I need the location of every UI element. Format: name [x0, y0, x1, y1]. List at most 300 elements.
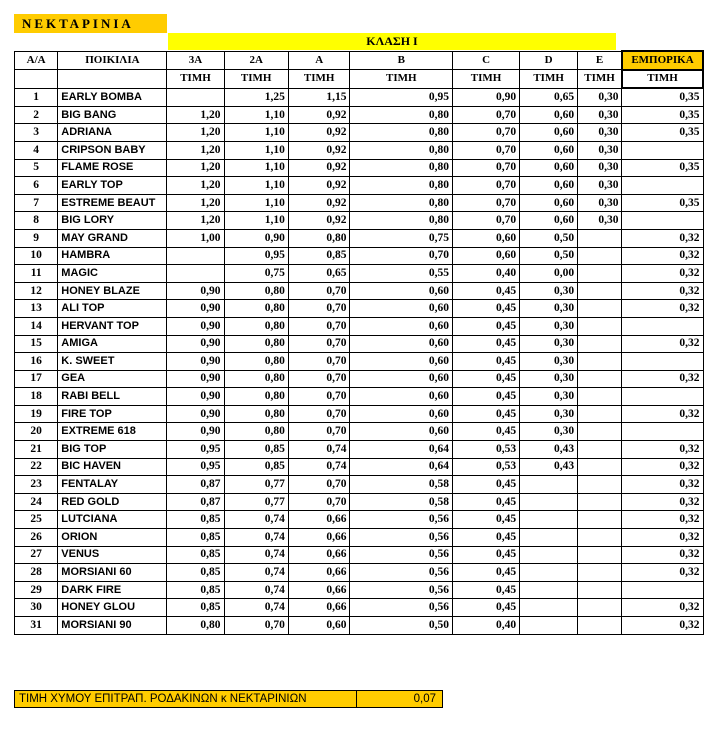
variety-name: HONEY BLAZE — [58, 282, 167, 300]
commercial-price-cell: 0,32 — [622, 441, 703, 459]
commercial-price-cell: 0,32 — [622, 229, 703, 247]
price-cell: 0,90 — [167, 282, 224, 300]
col-header-aa: Α/Α — [15, 51, 58, 70]
price-cell: 1,20 — [167, 194, 224, 212]
variety-name: ALI TOP — [58, 300, 167, 318]
variety-name: BIG LORY — [58, 212, 167, 230]
price-cell: 0,30 — [578, 124, 622, 142]
variety-name: CRIPSON BABY — [58, 141, 167, 159]
row-number: 7 — [15, 194, 58, 212]
price-cell — [578, 476, 622, 494]
price-cell — [520, 581, 578, 599]
row-number: 21 — [15, 441, 58, 459]
price-cell: 1,10 — [224, 194, 288, 212]
price-cell: 0,95 — [224, 247, 288, 265]
price-cell: 0,87 — [167, 476, 224, 494]
price-cell: 0,43 — [520, 441, 578, 459]
price-cell: 0,85 — [167, 564, 224, 582]
row-number: 10 — [15, 247, 58, 265]
price-cell: 0,70 — [288, 405, 350, 423]
price-cell: 0,66 — [288, 529, 350, 547]
row-number: 2 — [15, 106, 58, 124]
price-cell: 0,70 — [288, 300, 350, 318]
price-cell: 0,74 — [288, 458, 350, 476]
price-cell — [167, 247, 224, 265]
variety-name: ORION — [58, 529, 167, 547]
commercial-price-cell — [622, 423, 703, 441]
variety-name: EARLY BOMBA — [58, 88, 167, 106]
price-cell: 0,66 — [288, 564, 350, 582]
price-cell: 0,80 — [350, 177, 453, 195]
commercial-price-cell: 0,32 — [622, 511, 703, 529]
price-cell — [520, 529, 578, 547]
variety-name: HERVANT TOP — [58, 317, 167, 335]
price-cell: 0,80 — [167, 617, 224, 635]
price-cell: 0,60 — [350, 388, 453, 406]
price-cell: 0,90 — [453, 88, 520, 106]
price-cell: 0,70 — [288, 353, 350, 371]
commercial-price-cell: 0,32 — [622, 405, 703, 423]
price-cell: 0,90 — [167, 353, 224, 371]
price-cell: 0,90 — [224, 229, 288, 247]
price-cell: 0,80 — [224, 353, 288, 371]
price-cell: 0,30 — [578, 212, 622, 230]
price-cell: 0,75 — [224, 265, 288, 283]
price-cell: 0,85 — [167, 546, 224, 564]
price-cell: 0,60 — [288, 617, 350, 635]
price-cell: 0,45 — [453, 300, 520, 318]
variety-name: VENUS — [58, 546, 167, 564]
price-cell: 0,30 — [520, 300, 578, 318]
price-cell: 1,15 — [288, 88, 350, 106]
price-cell: 0,60 — [520, 194, 578, 212]
price-cell: 0,74 — [224, 599, 288, 617]
price-cell: 0,80 — [224, 370, 288, 388]
table-row — [15, 423, 704, 441]
price-cell: 0,70 — [350, 247, 453, 265]
price-cell — [578, 546, 622, 564]
sub-header-price: ΤΙΜΗ — [167, 70, 224, 89]
price-cell: 0,70 — [288, 370, 350, 388]
price-cell: 0,45 — [453, 476, 520, 494]
price-cell: 1,10 — [224, 212, 288, 230]
price-cell: 1,20 — [167, 177, 224, 195]
price-cell: 0,58 — [350, 476, 453, 494]
price-cell — [578, 229, 622, 247]
col-header-a: Α — [288, 51, 350, 70]
sub-header-empty — [58, 70, 167, 89]
price-table — [14, 50, 704, 635]
price-cell: 0,53 — [453, 458, 520, 476]
table-row — [15, 229, 704, 247]
price-cell: 0,60 — [453, 229, 520, 247]
commercial-price-cell: 0,32 — [622, 529, 703, 547]
row-number: 25 — [15, 511, 58, 529]
price-cell: 0,43 — [520, 458, 578, 476]
price-cell: 0,92 — [288, 106, 350, 124]
price-cell: 0,60 — [350, 317, 453, 335]
row-number: 27 — [15, 546, 58, 564]
variety-name: MORSIANI 90 — [58, 617, 167, 635]
price-cell: 0,45 — [453, 546, 520, 564]
price-cell: 0,80 — [350, 124, 453, 142]
price-cell: 0,66 — [288, 546, 350, 564]
table-row — [15, 441, 704, 459]
row-number: 8 — [15, 212, 58, 230]
price-cell: 0,64 — [350, 441, 453, 459]
price-cell: 0,30 — [578, 194, 622, 212]
price-cell: 1,10 — [224, 106, 288, 124]
price-cell — [520, 546, 578, 564]
price-cell: 0,60 — [350, 282, 453, 300]
table-row — [15, 511, 704, 529]
row-number: 4 — [15, 141, 58, 159]
price-cell: 0,40 — [453, 265, 520, 283]
price-cell: 0,30 — [520, 405, 578, 423]
table-row — [15, 476, 704, 494]
row-number: 29 — [15, 581, 58, 599]
variety-name: ADRIANA — [58, 124, 167, 142]
price-cell: 0,80 — [350, 194, 453, 212]
price-cell: 0,75 — [350, 229, 453, 247]
variety-name: MAY GRAND — [58, 229, 167, 247]
table-row — [15, 265, 704, 283]
price-cell: 0,60 — [520, 159, 578, 177]
juice-price-box — [14, 690, 443, 708]
commercial-price-cell: 0,32 — [622, 493, 703, 511]
price-cell: 0,70 — [453, 106, 520, 124]
table-row — [15, 529, 704, 547]
price-cell: 1,25 — [224, 88, 288, 106]
price-cell: 0,56 — [350, 581, 453, 599]
price-cell: 0,60 — [520, 141, 578, 159]
price-cell — [578, 511, 622, 529]
commercial-price-cell: 0,32 — [622, 599, 703, 617]
price-cell: 0,45 — [453, 405, 520, 423]
price-cell: 0,85 — [288, 247, 350, 265]
price-cell: 0,74 — [224, 529, 288, 547]
commercial-price-cell — [622, 353, 703, 371]
price-cell: 0,70 — [288, 388, 350, 406]
col-header-2a: 2Α — [224, 51, 288, 70]
commercial-price-cell: 0,35 — [622, 194, 703, 212]
row-number: 19 — [15, 405, 58, 423]
row-number: 1 — [15, 88, 58, 106]
price-cell — [520, 476, 578, 494]
price-cell: 0,90 — [167, 300, 224, 318]
row-number: 11 — [15, 265, 58, 283]
price-cell: 0,77 — [224, 476, 288, 494]
price-cell: 0,70 — [288, 476, 350, 494]
price-cell: 0,66 — [288, 581, 350, 599]
table-row — [15, 317, 704, 335]
price-cell: 0,45 — [453, 529, 520, 547]
price-cell: 0,45 — [453, 388, 520, 406]
price-cell: 0,60 — [520, 177, 578, 195]
price-cell — [578, 423, 622, 441]
price-cell: 0,70 — [224, 617, 288, 635]
price-cell: 0,85 — [167, 599, 224, 617]
header-row-1 — [15, 51, 704, 70]
price-cell: 0,45 — [453, 511, 520, 529]
price-cell: 0,95 — [350, 88, 453, 106]
price-cell — [578, 529, 622, 547]
price-cell: 0,30 — [578, 141, 622, 159]
price-cell: 0,56 — [350, 564, 453, 582]
price-cell: 0,70 — [288, 423, 350, 441]
row-number: 20 — [15, 423, 58, 441]
sub-header-price: ΤΙΜΗ — [224, 70, 288, 89]
price-cell: 0,45 — [453, 564, 520, 582]
price-cell: 0,70 — [453, 159, 520, 177]
price-cell: 0,45 — [453, 581, 520, 599]
price-cell: 1,00 — [167, 229, 224, 247]
price-cell: 0,65 — [288, 265, 350, 283]
price-cell — [578, 282, 622, 300]
price-cell: 0,74 — [224, 581, 288, 599]
variety-name: K. SWEET — [58, 353, 167, 371]
sub-header-price: ΤΙΜΗ — [520, 70, 578, 89]
price-cell: 0,53 — [453, 441, 520, 459]
variety-name: RED GOLD — [58, 493, 167, 511]
price-cell: 0,45 — [453, 317, 520, 335]
price-cell — [578, 300, 622, 318]
price-cell: 0,70 — [453, 212, 520, 230]
price-cell: 0,56 — [350, 599, 453, 617]
col-header-commercial: ΕΜΠΟΡΙΚΑ — [622, 51, 703, 70]
commercial-price-cell: 0,32 — [622, 617, 703, 635]
price-cell: 0,90 — [167, 405, 224, 423]
price-cell: 0,92 — [288, 194, 350, 212]
price-cell — [578, 599, 622, 617]
variety-name: LUTCIANA — [58, 511, 167, 529]
price-cell: 0,64 — [350, 458, 453, 476]
price-cell: 0,66 — [288, 511, 350, 529]
price-cell — [578, 353, 622, 371]
price-cell: 0,30 — [578, 88, 622, 106]
commercial-price-cell: 0,32 — [622, 370, 703, 388]
row-number: 23 — [15, 476, 58, 494]
price-cell: 0,30 — [520, 370, 578, 388]
price-cell: 1,20 — [167, 141, 224, 159]
col-header-variety: ΠΟΙΚΙΛΙΑ — [58, 51, 167, 70]
table-row — [15, 177, 704, 195]
variety-name: MAGIC — [58, 265, 167, 283]
price-cell: 0,80 — [224, 282, 288, 300]
price-cell — [578, 247, 622, 265]
price-cell: 0,70 — [288, 317, 350, 335]
table-row — [15, 599, 704, 617]
commercial-price-cell: 0,32 — [622, 546, 703, 564]
table-row — [15, 282, 704, 300]
variety-name: DARK FIRE — [58, 581, 167, 599]
price-cell: 0,85 — [224, 441, 288, 459]
price-cell: 0,80 — [224, 423, 288, 441]
variety-name: EXTREME 618 — [58, 423, 167, 441]
price-cell — [578, 335, 622, 353]
price-cell: 0,92 — [288, 141, 350, 159]
table-row — [15, 405, 704, 423]
price-cell — [578, 581, 622, 599]
price-cell — [520, 599, 578, 617]
commercial-price-cell — [622, 388, 703, 406]
price-cell: 0,60 — [350, 335, 453, 353]
row-number: 18 — [15, 388, 58, 406]
price-cell: 0,85 — [167, 529, 224, 547]
table-row — [15, 159, 704, 177]
price-cell: 0,00 — [520, 265, 578, 283]
price-cell: 0,60 — [350, 370, 453, 388]
price-cell: 0,90 — [167, 335, 224, 353]
price-cell: 0,60 — [350, 405, 453, 423]
price-cell: 0,74 — [224, 564, 288, 582]
price-cell: 0,80 — [224, 405, 288, 423]
price-cell: 1,20 — [167, 212, 224, 230]
price-cell: 0,60 — [520, 106, 578, 124]
juice-price-value: 0,07 — [413, 693, 436, 705]
price-cell: 0,58 — [350, 493, 453, 511]
row-number: 31 — [15, 617, 58, 635]
sub-header-price: ΤΙΜΗ — [622, 70, 703, 89]
price-cell: 0,45 — [453, 423, 520, 441]
price-cell: 0,60 — [453, 247, 520, 265]
price-cell: 0,30 — [520, 282, 578, 300]
price-cell: 0,90 — [167, 317, 224, 335]
commercial-price-cell — [622, 581, 703, 599]
row-number: 6 — [15, 177, 58, 195]
price-cell: 0,80 — [350, 106, 453, 124]
table-row — [15, 353, 704, 371]
price-cell: 0,50 — [350, 617, 453, 635]
commercial-price-cell: 0,35 — [622, 159, 703, 177]
price-cell: 0,70 — [453, 124, 520, 142]
commercial-price-cell — [622, 212, 703, 230]
price-cell: 0,50 — [520, 247, 578, 265]
price-cell: 0,92 — [288, 124, 350, 142]
col-header-c: C — [453, 51, 520, 70]
price-cell — [578, 388, 622, 406]
table-row — [15, 458, 704, 476]
price-cell: 1,10 — [224, 141, 288, 159]
commercial-price-cell: 0,35 — [622, 88, 703, 106]
table-row — [15, 212, 704, 230]
header-row-2 — [15, 70, 704, 89]
price-cell: 0,80 — [288, 229, 350, 247]
row-number: 14 — [15, 317, 58, 335]
table-row — [15, 388, 704, 406]
price-cell: 0,30 — [578, 177, 622, 195]
price-cell: 0,56 — [350, 546, 453, 564]
price-cell — [167, 265, 224, 283]
price-cell: 0,55 — [350, 265, 453, 283]
price-cell: 0,40 — [453, 617, 520, 635]
price-cell — [578, 370, 622, 388]
price-cell: 0,70 — [453, 141, 520, 159]
col-header-3a: 3Α — [167, 51, 224, 70]
variety-name: GEA — [58, 370, 167, 388]
price-cell: 0,80 — [224, 388, 288, 406]
variety-name: FIRE TOP — [58, 405, 167, 423]
variety-name: HAMBRA — [58, 247, 167, 265]
sub-header-price: ΤΙΜΗ — [578, 70, 622, 89]
price-cell — [167, 88, 224, 106]
table-row — [15, 546, 704, 564]
price-cell: 0,65 — [520, 88, 578, 106]
variety-name: MORSIANI 60 — [58, 564, 167, 582]
price-cell: 0,56 — [350, 529, 453, 547]
sub-header-price: ΤΙΜΗ — [453, 70, 520, 89]
row-number: 9 — [15, 229, 58, 247]
price-cell: 0,70 — [288, 493, 350, 511]
price-cell — [578, 617, 622, 635]
price-cell: 1,20 — [167, 159, 224, 177]
price-cell: 0,77 — [224, 493, 288, 511]
price-cell: 0,70 — [453, 194, 520, 212]
col-header-d: D — [520, 51, 578, 70]
price-cell: 0,80 — [350, 141, 453, 159]
table-row — [15, 247, 704, 265]
commercial-price-cell: 0,32 — [622, 282, 703, 300]
price-cell: 0,80 — [350, 212, 453, 230]
price-cell — [520, 493, 578, 511]
commercial-price-cell: 0,35 — [622, 124, 703, 142]
row-number: 12 — [15, 282, 58, 300]
commercial-price-cell: 0,32 — [622, 458, 703, 476]
row-number: 26 — [15, 529, 58, 547]
table-row — [15, 88, 704, 106]
row-number: 15 — [15, 335, 58, 353]
price-cell: 0,92 — [288, 177, 350, 195]
price-cell: 0,85 — [167, 581, 224, 599]
price-cell: 0,45 — [453, 282, 520, 300]
commercial-price-cell: 0,32 — [622, 476, 703, 494]
price-cell: 0,45 — [453, 353, 520, 371]
variety-name: BIG BANG — [58, 106, 167, 124]
sub-header-empty — [15, 70, 58, 89]
row-number: 30 — [15, 599, 58, 617]
price-cell: 0,30 — [520, 423, 578, 441]
variety-name: BIC HAVEN — [58, 458, 167, 476]
row-number: 5 — [15, 159, 58, 177]
row-number: 13 — [15, 300, 58, 318]
table-row — [15, 493, 704, 511]
price-cell — [520, 511, 578, 529]
price-cell: 0,45 — [453, 335, 520, 353]
variety-name: AMIGA — [58, 335, 167, 353]
price-cell: 0,80 — [224, 335, 288, 353]
price-cell: 0,60 — [520, 212, 578, 230]
juice-price-label: ΤΙΜΗ ΧΥΜΟΥ ΕΠΙΤΡΑΠ. ΡΟΔΑΚΙΝΩΝ κ ΝΕΚΤΑΡΙΝΙΩΝ — [15, 691, 357, 707]
price-cell: 0,90 — [167, 423, 224, 441]
price-cell — [578, 317, 622, 335]
price-cell: 0,30 — [578, 106, 622, 124]
price-cell: 0,90 — [167, 388, 224, 406]
price-cell: 0,60 — [350, 300, 453, 318]
price-cell: 0,80 — [224, 300, 288, 318]
class-header: ΚΛΑΣΗ Ι — [168, 33, 616, 50]
variety-name: EARLY TOP — [58, 177, 167, 195]
commercial-price-cell: 0,32 — [622, 335, 703, 353]
variety-name: RABI BELL — [58, 388, 167, 406]
table-row — [15, 124, 704, 142]
price-cell: 0,87 — [167, 493, 224, 511]
variety-name: ESTREME BEAUT — [58, 194, 167, 212]
row-number: 16 — [15, 353, 58, 371]
row-number: 22 — [15, 458, 58, 476]
price-cell: 1,10 — [224, 177, 288, 195]
price-cell — [578, 564, 622, 582]
price-cell: 1,20 — [167, 124, 224, 142]
